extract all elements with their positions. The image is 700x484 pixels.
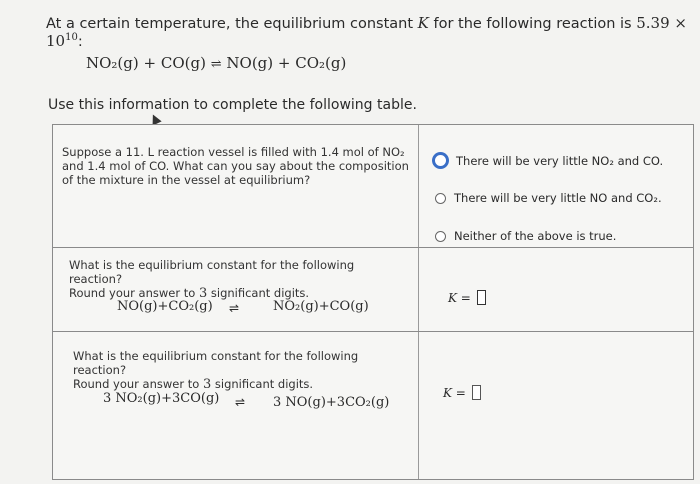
main-reaction-rhs: NO(g) + CO₂(g) — [226, 54, 347, 72]
table-divider — [53, 247, 693, 248]
option-2-label: There will be very little NO and CO₂. — [454, 191, 662, 205]
radio-selected-icon[interactable] — [433, 153, 448, 168]
question-3-line2b: significant digits. — [214, 377, 314, 391]
radio-icon[interactable] — [435, 193, 446, 204]
question-1-text: Suppose a 11. L reaction vessel is filled with 1.4 mol of NO₂ and 1.4 mol of CO. What can you say about the composition of the mixture in the vessel at equilibrium? — [62, 145, 409, 187]
problem-statement — [46, 14, 700, 50]
option-3[interactable] — [435, 229, 616, 243]
main-reaction-lhs: NO₂(g) + CO(g) — [86, 54, 206, 72]
table-divider — [418, 125, 419, 479]
equilibrium-arrow-icon: ⇌ — [229, 301, 240, 315]
table-divider — [53, 331, 693, 332]
option-1[interactable] — [435, 153, 663, 168]
k-value: 5.39 × 10 — [46, 14, 687, 50]
option-3-label: Neither of the above is true. — [454, 229, 617, 243]
k-answer-input[interactable] — [477, 290, 486, 305]
question-2-text — [69, 258, 409, 301]
reaction-2-lhs: NO(g)+CO₂(g) — [117, 299, 213, 314]
sig-digits: 3 — [202, 377, 212, 392]
k-answer-input[interactable] — [472, 385, 481, 400]
question-2-line1: What is the equilibrium constant for the following reaction? — [69, 258, 355, 286]
radio-icon[interactable] — [435, 231, 446, 242]
intro-text-2: for the following reaction is — [433, 16, 632, 32]
option-2[interactable] — [435, 191, 662, 205]
option-1-label: There will be very little NO₂ and CO. — [456, 153, 664, 168]
reaction-3-rhs: 3 NO(g)+3CO₂(g) — [273, 395, 390, 410]
colon: : — [77, 34, 83, 50]
question-3-line2: Round your answer to — [73, 377, 200, 391]
k-answer-2 — [448, 290, 486, 305]
intro-text: At a certain temperature, the equilibrium constant — [46, 16, 414, 32]
k-label: K = — [443, 385, 466, 400]
equilibrium-arrow-icon: ⇌ — [210, 57, 222, 72]
question-table — [52, 124, 694, 480]
question-3-line1: What is the equilibrium constant for the following reaction? — [73, 349, 359, 377]
k-label: K = — [448, 290, 471, 305]
equilibrium-arrow-icon: ⇌ — [235, 395, 246, 409]
sig-digits: 3 — [198, 286, 208, 301]
main-reaction — [86, 54, 346, 72]
question-3-text — [73, 349, 413, 392]
k-exponent: 10 — [65, 32, 78, 44]
instruction: Use this information to complete the following table. — [48, 97, 417, 113]
k-symbol: K — [417, 14, 429, 32]
question-2-line2b: significant digits. — [210, 286, 310, 300]
k-answer-3 — [443, 385, 481, 400]
reaction-3-lhs: 3 NO₂(g)+3CO(g) — [103, 391, 220, 406]
question-2-line2: Round your answer to — [69, 286, 196, 300]
reaction-2-rhs: NO₂(g)+CO(g) — [273, 299, 369, 314]
